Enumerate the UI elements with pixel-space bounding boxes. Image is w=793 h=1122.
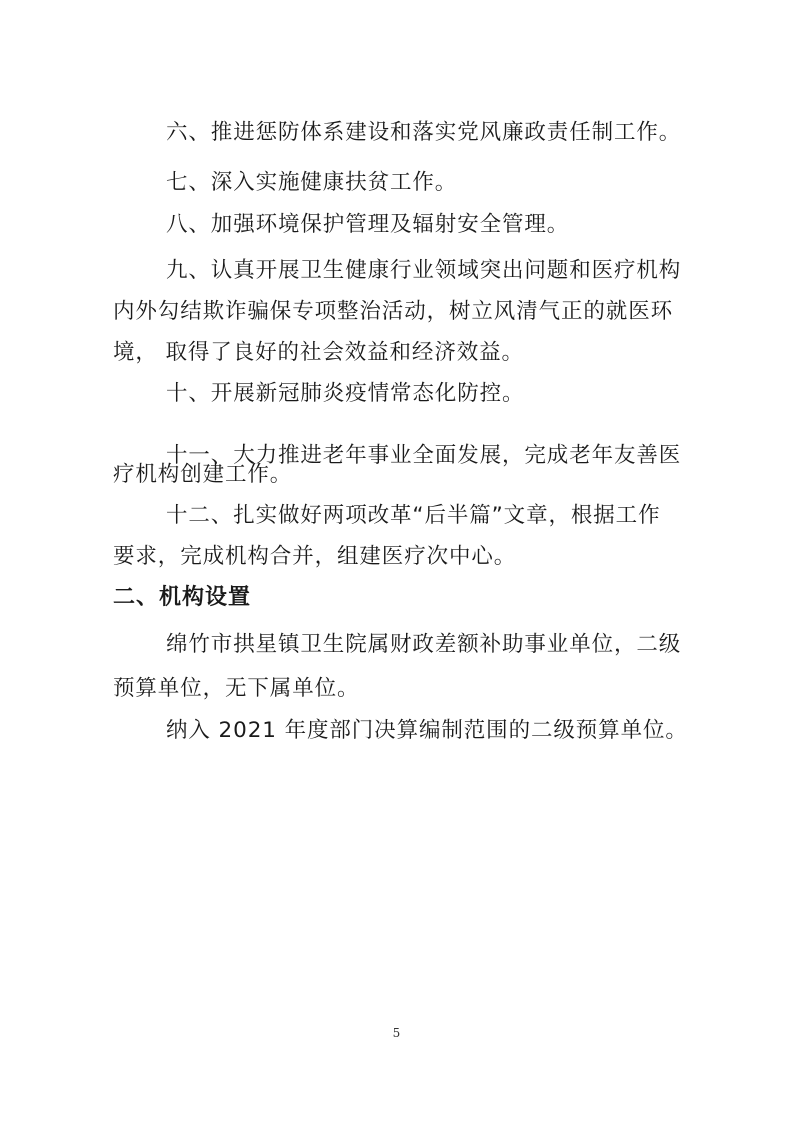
paragraph-item-7: 七、深入实施健康扶贫工作。 [166, 170, 458, 195]
paragraph-item-11-line-2: 疗机构创建工作。 [113, 462, 293, 487]
paragraph-item-8: 八、加强环境保护管理及辐射安全管理。 [166, 212, 570, 237]
paragraph-item-6: 六、推进惩防体系建设和落实党风廉政责任制工作。 [166, 120, 682, 145]
paragraph-item-9-line-1: 九、认真开展卫生健康行业领域突出问题和医疗机构 [166, 258, 682, 283]
section-paragraph-1-line-1: 绵竹市拱星镇卫生院属财政差额补助事业单位，二级 [166, 632, 682, 657]
paragraph-item-12-line-1: 十二、扎实做好两项改革“后半篇”文章，根据工作 [166, 503, 661, 528]
section-paragraph-2: 纳入 2021 年度部门决算编制范围的二级预算单位。 [166, 718, 688, 743]
paragraph-item-12-line-2: 要求，完成机构合并，组建医疗次中心。 [113, 544, 517, 569]
paragraph-item-11-line-1: 十一、大力推进老年事业全面发展，完成老年友善医 [166, 443, 682, 468]
section-heading: 二、机构设置 [113, 585, 252, 610]
section-paragraph-1-line-2: 预算单位，无下属单位。 [113, 676, 360, 701]
page-number: 5 [392, 1026, 401, 1040]
paragraph-item-9-line-3: 境， 取得了良好的社会效益和经济效益。 [113, 340, 524, 365]
paragraph-item-10: 十、开展新冠肺炎疫情常态化防控。 [166, 381, 525, 406]
paragraph-item-9-line-2: 内外勾结欺诈骗保专项整治活动，树立风清气正的就医环 [113, 299, 674, 324]
